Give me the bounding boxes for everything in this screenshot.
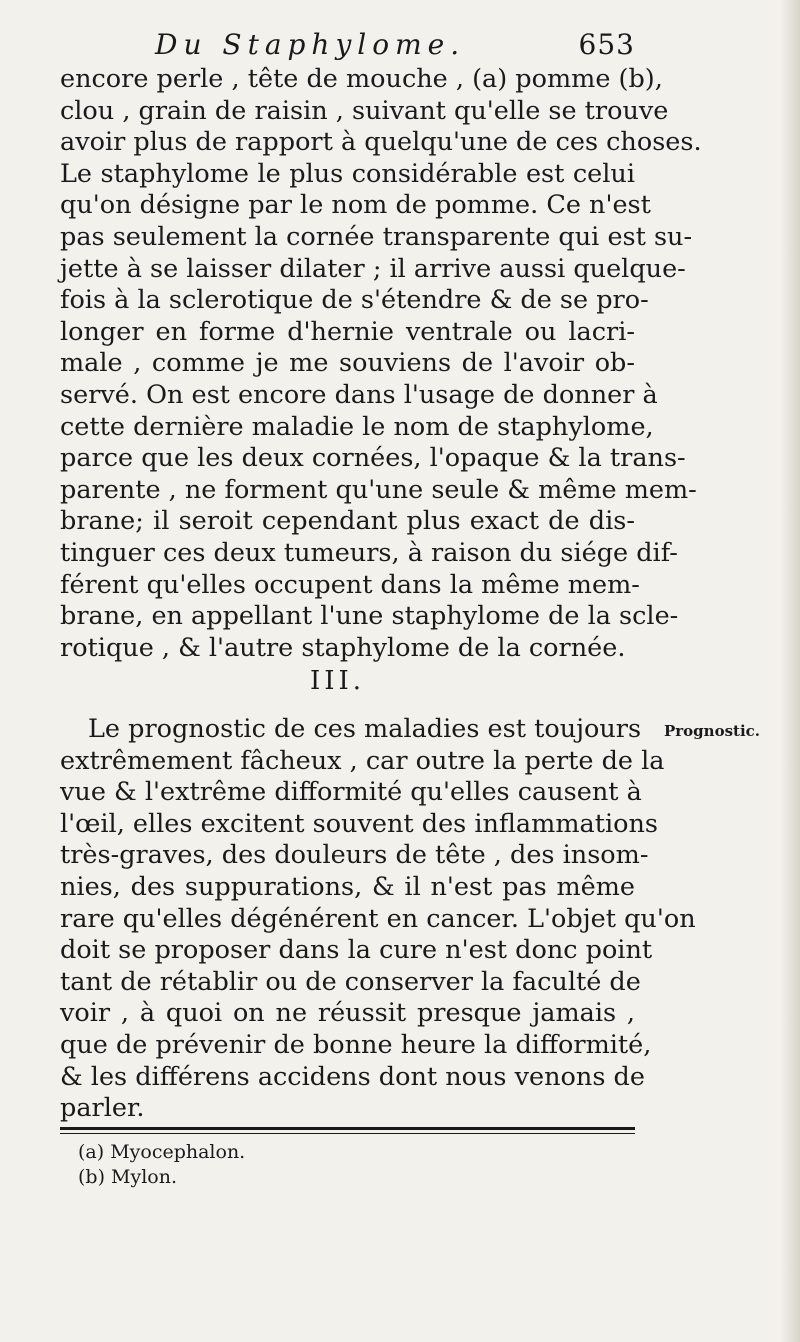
text-line: clou , grain de raisin , suivant qu'elle se trouve [60,95,669,126]
text-line: que de prévenir de bonne heure la difformité, [60,1029,652,1060]
text-line: servé. On est encore dans l'usage de donner à [60,379,658,410]
text-line: Le staphylome le plus considérable est celui [60,158,635,189]
page-edge-shadow [780,0,800,1342]
paragraph-1 [60,64,702,664]
section-number: III. [310,666,366,696]
text-line: brane; il seroit cependant plus exact de dis- [60,506,635,537]
margin-note: Prognostic. [664,722,761,740]
footnote: (b) Mylon. [78,1166,178,1188]
text-line: férent qu'elles occupent dans la même mem- [60,569,640,600]
text-line: parler. [60,1093,145,1124]
page-number: 653 [578,28,635,61]
running-title: Du Staphylome. [155,28,466,61]
footnote: (a) Myocephalon. [78,1141,246,1163]
text-line: vue & l'extrême difformité qu'elles causent à [60,777,642,808]
text-line: l'œil, elles excitent souvent des inflammations [60,808,658,839]
text-line: parente , ne forment qu'une seule & même mem- [60,474,697,505]
text-line: jette à se laisser dilater ; il arrive aussi quelque- [60,253,686,284]
footnotes [78,1140,245,1190]
text-line: doit se proposer dans la cure n'est donc point [60,935,653,966]
text-line: qu'on désigne par le nom de pomme. Ce n'est [60,190,651,221]
text-line: rotique , & l'autre staphylome de la cornée. [60,632,626,663]
paragraph-2 [60,714,696,1125]
text-line: rare qu'elles dégénérent en cancer. L'objet qu'on [60,903,696,934]
text-line: extrêmement fâcheux , car outre la perte de la [60,745,665,776]
text-line: & les différens accidens dont nous venons de [60,1061,645,1092]
text-line: encore perle , tête de mouche , (a) pomme (b), [60,64,663,94]
text-line: brane, en appellant l'une staphylome de la scle- [60,601,679,632]
text-line: Le prognostic de ces maladies est toujours [88,714,642,744]
text-line: male , comme je me souviens de l'avoir ob- [60,348,635,379]
text-line: longer en forme d'hernie ventrale ou lacri- [60,316,635,347]
text-line: parce que les deux cornées, l'opaque & la trans- [60,443,686,474]
text-line: fois à la sclerotique de s'étendre & de se pro- [60,285,649,316]
text-line: cette dernière maladie le nom de staphylome, [60,411,654,442]
text-line: avoir plus de rapport à quelqu'une de ces choses. [60,127,702,158]
footnote-rule-thin [60,1133,635,1134]
text-line: tinguer ces deux tumeurs, à raison du siége dif- [60,537,678,568]
text-line: nies, des suppurations, & il n'est pas même [60,871,635,902]
text-line: très-graves, des douleurs de tête , des insom- [60,840,649,871]
text-line: tant de rétablir ou de conserver la faculté de [60,966,641,997]
text-line: pas seulement la cornée transparente qui est su- [60,221,693,252]
footnote-rule [60,1127,635,1130]
text-line: voir , à quoi on ne réussit presque jamais , [60,998,635,1029]
